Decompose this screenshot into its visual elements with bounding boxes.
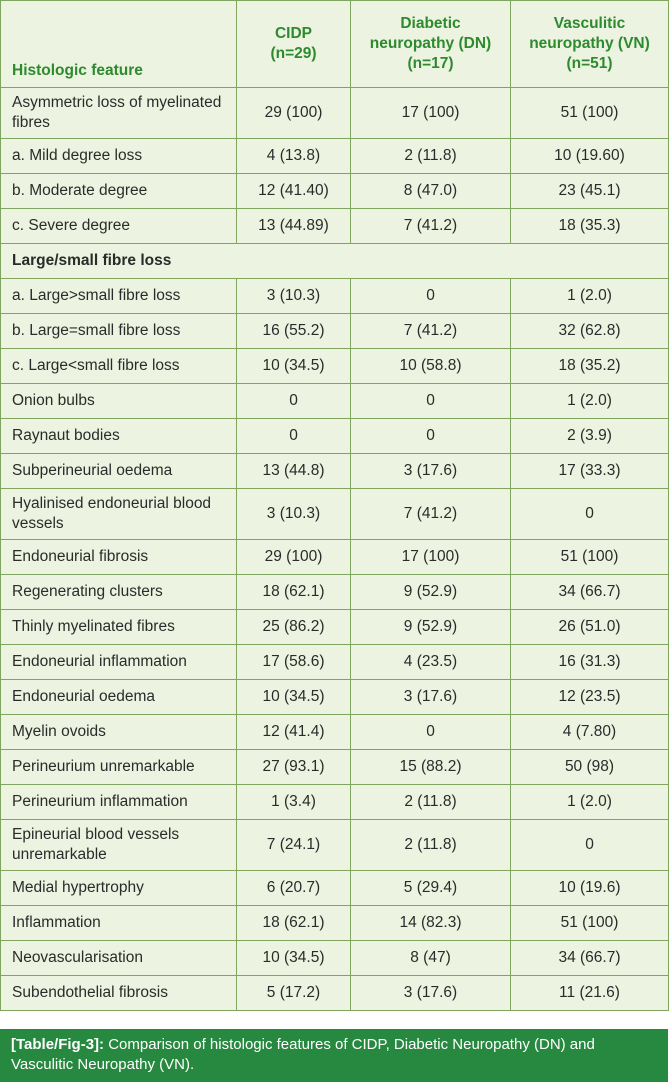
dn-cell: 0 — [351, 384, 511, 419]
table-row — [1, 88, 669, 139]
table-row — [1, 454, 669, 489]
vn-cell: 16 (31.3) — [511, 645, 669, 680]
cidp-cell: 25 (86.2) — [237, 610, 351, 645]
vn-cell: 51 (100) — [511, 540, 669, 575]
vn-cell: 10 (19.6) — [511, 871, 669, 906]
feature-cell: a. Mild degree loss — [1, 139, 237, 174]
feature-cell: Subendothelial fibrosis — [1, 976, 237, 1011]
cidp-cell: 18 (62.1) — [237, 575, 351, 610]
table-row — [1, 419, 669, 454]
cidp-cell: 12 (41.4) — [237, 715, 351, 750]
feature-cell: Subperineurial oedema — [1, 454, 237, 489]
feature-cell: c. Severe degree — [1, 209, 237, 244]
feature-cell: b. Large=small fibre loss — [1, 314, 237, 349]
cidp-cell: 29 (100) — [237, 540, 351, 575]
vn-cell: 34 (66.7) — [511, 941, 669, 976]
feature-cell: Regenerating clusters — [1, 575, 237, 610]
dn-cell: 3 (17.6) — [351, 680, 511, 715]
cidp-cell: 10 (34.5) — [237, 349, 351, 384]
feature-cell: Raynaut bodies — [1, 419, 237, 454]
dn-cell: 4 (23.5) — [351, 645, 511, 680]
table-row — [1, 715, 669, 750]
vn-cell: 1 (2.0) — [511, 384, 669, 419]
dn-cell: 0 — [351, 715, 511, 750]
feature-cell: Endoneurial inflammation — [1, 645, 237, 680]
table-row — [1, 871, 669, 906]
feature-cell: Hyalinised endoneurial blood vessels — [1, 489, 237, 540]
feature-cell: Inflammation — [1, 906, 237, 941]
feature-cell: Endoneurial fibrosis — [1, 540, 237, 575]
dn-cell: 0 — [351, 419, 511, 454]
feature-cell: Perineurium unremarkable — [1, 750, 237, 785]
cidp-cell: 1 (3.4) — [237, 785, 351, 820]
header-feature: Histologic feature — [1, 1, 237, 88]
table-body — [1, 88, 669, 1011]
table-row — [1, 279, 669, 314]
caption-label: [Table/Fig-3]: — [11, 1036, 105, 1053]
dn-cell: 2 (11.8) — [351, 139, 511, 174]
dn-cell: 7 (41.2) — [351, 209, 511, 244]
vn-cell: 1 (2.0) — [511, 279, 669, 314]
table-caption — [0, 1029, 668, 1082]
table-row — [1, 750, 669, 785]
cidp-cell: 17 (58.6) — [237, 645, 351, 680]
vn-cell: 18 (35.2) — [511, 349, 669, 384]
cidp-cell: 13 (44.8) — [237, 454, 351, 489]
cidp-cell: 3 (10.3) — [237, 279, 351, 314]
dn-cell: 17 (100) — [351, 88, 511, 139]
cidp-cell: 4 (13.8) — [237, 139, 351, 174]
dn-cell: 0 — [351, 279, 511, 314]
table-row — [1, 941, 669, 976]
header-vn: Vasculitic neuropathy (VN) (n=51) — [511, 1, 669, 88]
vn-cell: 50 (98) — [511, 750, 669, 785]
cidp-cell: 13 (44.89) — [237, 209, 351, 244]
cidp-cell: 12 (41.40) — [237, 174, 351, 209]
dn-cell: 2 (11.8) — [351, 820, 511, 871]
header-cidp: CIDP (n=29) — [237, 1, 351, 88]
cidp-cell: 7 (24.1) — [237, 820, 351, 871]
table-row — [1, 139, 669, 174]
feature-cell: Onion bulbs — [1, 384, 237, 419]
cidp-cell: 3 (10.3) — [237, 489, 351, 540]
vn-cell: 11 (21.6) — [511, 976, 669, 1011]
feature-cell: b. Moderate degree — [1, 174, 237, 209]
dn-cell: 9 (52.9) — [351, 575, 511, 610]
dn-cell: 14 (82.3) — [351, 906, 511, 941]
table-row — [1, 976, 669, 1011]
cidp-cell: 18 (62.1) — [237, 906, 351, 941]
vn-cell: 23 (45.1) — [511, 174, 669, 209]
vn-cell: 12 (23.5) — [511, 680, 669, 715]
dn-cell: 8 (47.0) — [351, 174, 511, 209]
table-row — [1, 314, 669, 349]
table-row — [1, 174, 669, 209]
vn-cell: 51 (100) — [511, 906, 669, 941]
dn-cell: 17 (100) — [351, 540, 511, 575]
dn-cell: 15 (88.2) — [351, 750, 511, 785]
vn-cell: 10 (19.60) — [511, 139, 669, 174]
cidp-cell: 0 — [237, 419, 351, 454]
table-row — [1, 820, 669, 871]
feature-cell: Medial hypertrophy — [1, 871, 237, 906]
table-row — [1, 575, 669, 610]
table-row — [1, 645, 669, 680]
table-row — [1, 540, 669, 575]
vn-cell: 18 (35.3) — [511, 209, 669, 244]
vn-cell: 51 (100) — [511, 88, 669, 139]
section-heading: Large/small fibre loss — [1, 244, 669, 279]
vn-cell: 32 (62.8) — [511, 314, 669, 349]
table-row — [1, 384, 669, 419]
cidp-cell: 16 (55.2) — [237, 314, 351, 349]
table-row — [1, 349, 669, 384]
dn-cell: 8 (47) — [351, 941, 511, 976]
table-row — [1, 785, 669, 820]
feature-cell: Asymmetric loss of myelinated fibres — [1, 88, 237, 139]
dn-cell: 7 (41.2) — [351, 489, 511, 540]
table-row — [1, 680, 669, 715]
cidp-cell: 0 — [237, 384, 351, 419]
feature-cell: c. Large<small fibre loss — [1, 349, 237, 384]
vn-cell: 4 (7.80) — [511, 715, 669, 750]
table-row — [1, 906, 669, 941]
vn-cell: 17 (33.3) — [511, 454, 669, 489]
vn-cell: 2 (3.9) — [511, 419, 669, 454]
table-row — [1, 244, 669, 279]
vn-cell: 1 (2.0) — [511, 785, 669, 820]
vn-cell: 0 — [511, 820, 669, 871]
cidp-cell: 6 (20.7) — [237, 871, 351, 906]
cidp-cell: 29 (100) — [237, 88, 351, 139]
dn-cell: 3 (17.6) — [351, 454, 511, 489]
table-row — [1, 610, 669, 645]
caption-text: Comparison of histologic features of CIDP, Diabetic Neuropathy (DN) and Vasculitic Neuropathy (VN). — [11, 1036, 595, 1073]
cidp-cell: 5 (17.2) — [237, 976, 351, 1011]
feature-cell: Thinly myelinated fibres — [1, 610, 237, 645]
vn-cell: 26 (51.0) — [511, 610, 669, 645]
vn-cell: 34 (66.7) — [511, 575, 669, 610]
cidp-cell: 27 (93.1) — [237, 750, 351, 785]
feature-cell: Endoneurial oedema — [1, 680, 237, 715]
dn-cell: 9 (52.9) — [351, 610, 511, 645]
vn-cell: 0 — [511, 489, 669, 540]
table-row — [1, 489, 669, 540]
feature-cell: Perineurium inflammation — [1, 785, 237, 820]
dn-cell: 7 (41.2) — [351, 314, 511, 349]
feature-cell: a. Large>small fibre loss — [1, 279, 237, 314]
feature-cell: Myelin ovoids — [1, 715, 237, 750]
cidp-cell: 10 (34.5) — [237, 680, 351, 715]
dn-cell: 5 (29.4) — [351, 871, 511, 906]
dn-cell: 3 (17.6) — [351, 976, 511, 1011]
table-row — [1, 209, 669, 244]
dn-cell: 10 (58.8) — [351, 349, 511, 384]
header-dn: Diabetic neuropathy (DN) (n=17) — [351, 1, 511, 88]
cidp-cell: 10 (34.5) — [237, 941, 351, 976]
dn-cell: 2 (11.8) — [351, 785, 511, 820]
feature-cell: Epineurial blood vessels unremarkable — [1, 820, 237, 871]
table-header-row — [1, 1, 669, 88]
feature-cell: Neovascularisation — [1, 941, 237, 976]
